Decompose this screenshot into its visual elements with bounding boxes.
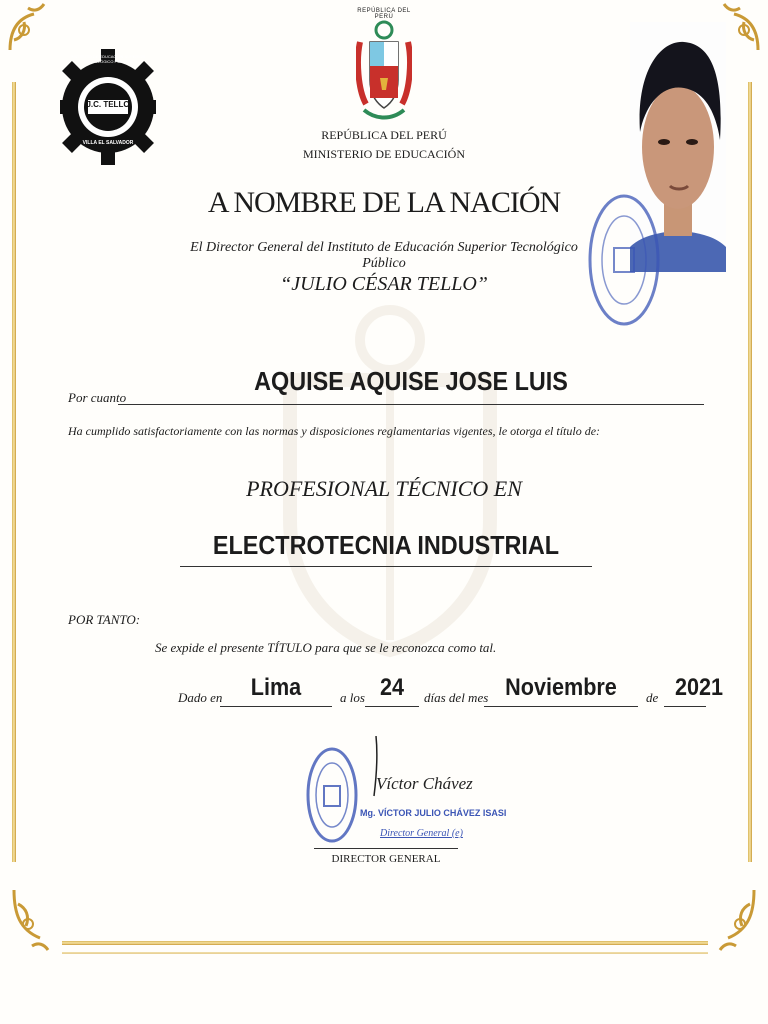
recipient-underline bbox=[118, 404, 704, 405]
de-label: de bbox=[646, 690, 659, 705]
signer-role-handwritten: Director General (e) bbox=[380, 828, 463, 839]
left-gold-border bbox=[12, 82, 16, 862]
ministry-stamp-signature bbox=[306, 746, 358, 844]
specialty-underline bbox=[180, 566, 592, 567]
por-cuanto-label: Por cuanto bbox=[68, 390, 127, 405]
institute-logo-top-text: INSTITUTO DE EDUCACIÓN SUPERIOR TECNOLÓGICO PÚBLICO bbox=[70, 54, 146, 64]
right-gold-border bbox=[748, 82, 752, 862]
signature-scrawl: Víctor Chávez bbox=[376, 774, 473, 793]
recipient-statement: Ha cumplido satisfactoriamente con las normas y disposiciones reglamentarias vigentes, le otorga el título de: bbox=[68, 424, 601, 438]
peru-coat-of-arms bbox=[356, 20, 412, 124]
corner-ornament-top-left bbox=[4, 0, 50, 56]
bottom-gold-border bbox=[62, 941, 708, 945]
signature-underline bbox=[314, 848, 458, 849]
institute-logo-center-text: J.C. TELLO bbox=[86, 100, 130, 109]
director-title: DIRECTOR GENERAL bbox=[331, 853, 441, 865]
ministry-label: MINISTERIO DE EDUCACIÓN bbox=[303, 147, 465, 161]
institute-logo-bottom-text: VILLA EL SALVADOR bbox=[82, 140, 134, 146]
day-underline bbox=[365, 706, 419, 707]
a-los-label: a los bbox=[340, 690, 365, 705]
ministry-stamp-photo bbox=[586, 190, 662, 330]
corner-ornament-bottom-right bbox=[716, 884, 762, 956]
title-label: PROFESIONAL TÉCNICO EN bbox=[246, 476, 522, 501]
title-specialty: ELECTROTECNIA INDUSTRIAL bbox=[212, 530, 560, 560]
recipient-name: AQUISE AQUISE JOSE LUIS bbox=[254, 366, 568, 396]
dado-en-label: Dado en bbox=[178, 690, 223, 705]
corner-ornament-bottom-left bbox=[6, 884, 52, 956]
nation-heading: A NOMBRE DE LA NACIÓN bbox=[207, 186, 561, 219]
date-month: Noviembre bbox=[505, 674, 617, 701]
date-day: 24 bbox=[379, 674, 405, 701]
director-line: El Director General del Instituto de Educación Superior Tecnológico Público bbox=[190, 240, 578, 271]
republic-label: REPÚBLICA DEL PERÚ bbox=[321, 128, 447, 142]
por-tanto-label: POR TANTO: bbox=[68, 612, 141, 627]
city-underline bbox=[220, 706, 332, 707]
date-city: Lima bbox=[250, 674, 302, 701]
month-underline bbox=[484, 706, 638, 707]
issued-statement: Se expide el presente TÍTULO para que se le reconozca como tal. bbox=[155, 640, 497, 655]
date-year: 2021 bbox=[674, 674, 724, 701]
dias-del-mes-label: días del mes bbox=[424, 690, 489, 705]
institute-name: “JULIO CÉSAR TELLO” bbox=[280, 273, 488, 295]
coat-of-arms-caption: REPÚBLICA DEL PERÚ bbox=[357, 8, 411, 20]
bottom-gold-border-inner bbox=[62, 952, 708, 954]
signer-name: Mg. VÍCTOR JULIO CHÁVEZ ISASI bbox=[360, 808, 507, 818]
year-underline bbox=[664, 706, 706, 707]
